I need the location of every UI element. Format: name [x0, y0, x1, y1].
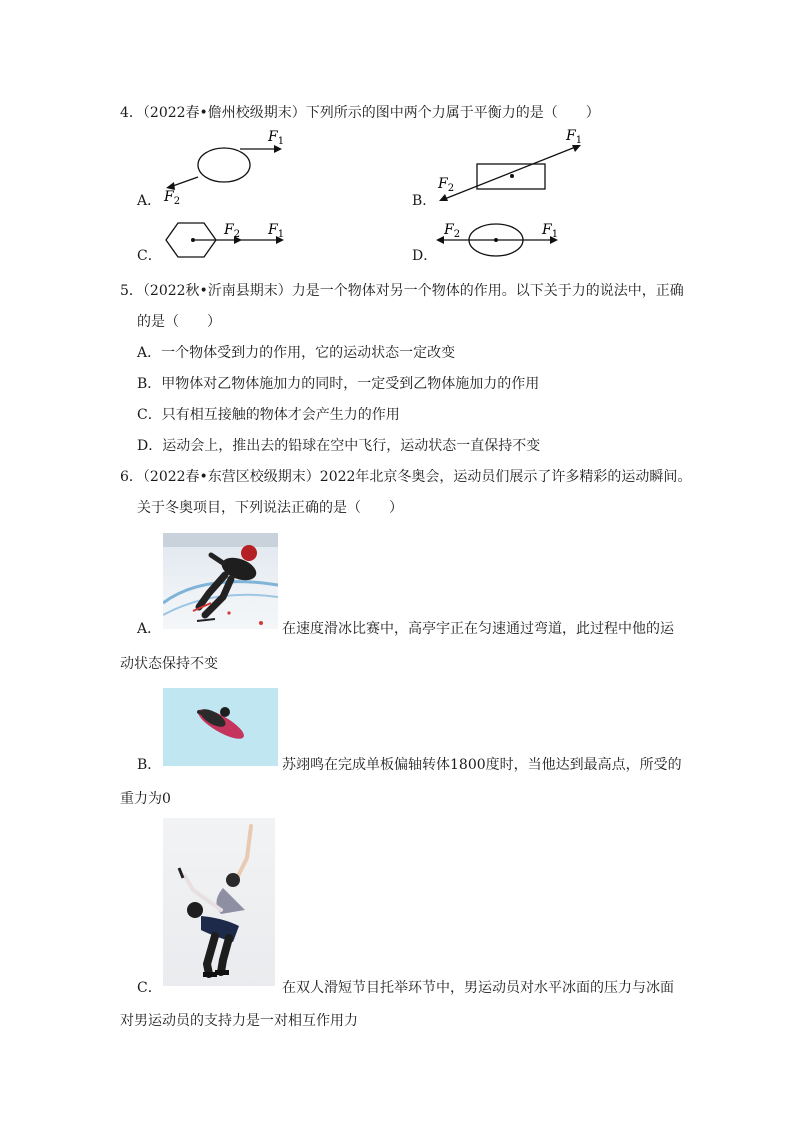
force-line-b: [442, 146, 578, 200]
f2-arrowhead-d: [436, 236, 444, 244]
q6-option-a-text1: 在速度滑冰比赛中，高亭宇正在匀速通过弯道，此过程中他的运: [282, 621, 674, 637]
snowboard-photo: [163, 688, 278, 766]
q4-diagram-b: [432, 128, 632, 218]
q4-diagram-a: [160, 125, 320, 205]
q6-stem-line2: 关于冬奥项目，下列说法正确的是（ ）: [137, 500, 403, 516]
q5-option-d[interactable]: D．运动会上，推出去的铅球在空中飞行，运动状态一直保持不变: [137, 438, 541, 454]
center-point-b: [510, 174, 514, 178]
q4-option-b-label[interactable]: B．: [412, 193, 437, 209]
q5-option-a[interactable]: A．一个物体受到力的作用，它的运动状态一定改变: [137, 345, 456, 361]
q6-option-a-text2: 动状态保持不变: [120, 656, 218, 672]
q6-option-c-text2: 对男运动员的支持力是一对相互作用力: [120, 1013, 358, 1029]
pair-skating-photo: [163, 818, 275, 986]
q6-option-c-text1: 在双人滑短节目托举环节中，男运动员对水平冰面的压力与冰面: [282, 980, 674, 996]
speed-skating-photo: [163, 533, 278, 629]
q4-option-c-label[interactable]: C．: [137, 248, 162, 264]
q6-option-a-label[interactable]: A．: [137, 621, 162, 637]
f2-label-c: $F_2$: [224, 222, 241, 240]
q4-stem: 4．（2022春•儋州校级期末）下列所示的图中两个力属于平衡力的是（ ）: [120, 105, 600, 121]
q6-option-b-label[interactable]: B．: [137, 757, 162, 773]
f2-label-a: $F_2$: [164, 189, 181, 205]
q6-option-c-label[interactable]: C．: [137, 980, 162, 996]
q4-diagram-c: [160, 218, 310, 268]
f1-label-b: $F_1$: [566, 128, 583, 146]
f1-label-a: $F_1$: [268, 129, 285, 147]
q4-option-d-label[interactable]: D．: [412, 248, 438, 264]
ellipse-object: [198, 148, 250, 182]
q5-stem-line2: 的是（ ）: [137, 314, 221, 330]
f1-label-c: $F_1$: [268, 222, 285, 240]
q4-diagram-d: [432, 218, 592, 268]
f2-label-d: $F_2$: [444, 222, 461, 240]
q6-stem-line1: 6．（2022春•东营区校级期末）2022年北京冬奥会，运动员们展示了许多精彩的运动瞬间。: [120, 469, 692, 485]
f1-label-d: $F_1$: [542, 222, 559, 240]
q4-option-a-label[interactable]: A．: [137, 193, 162, 209]
q6-option-b-text1: 苏翊鸣在完成单板偏轴转体1800度时，当他达到最高点，所受的: [282, 757, 682, 773]
f2-label-b: $F_2$: [438, 176, 455, 194]
q5-stem-line1: 5．（2022秋•沂南县期末）力是一个物体对另一个物体的作用。以下关于力的说法中，正确: [120, 283, 684, 299]
q5-option-b[interactable]: B．甲物体对乙物体施加力的同时，一定受到乙物体施加力的作用: [137, 376, 540, 392]
q6-option-b-text2: 重力为0: [120, 791, 171, 807]
q5-option-c[interactable]: C．只有相互接触的物体才会产生力的作用: [137, 407, 400, 423]
